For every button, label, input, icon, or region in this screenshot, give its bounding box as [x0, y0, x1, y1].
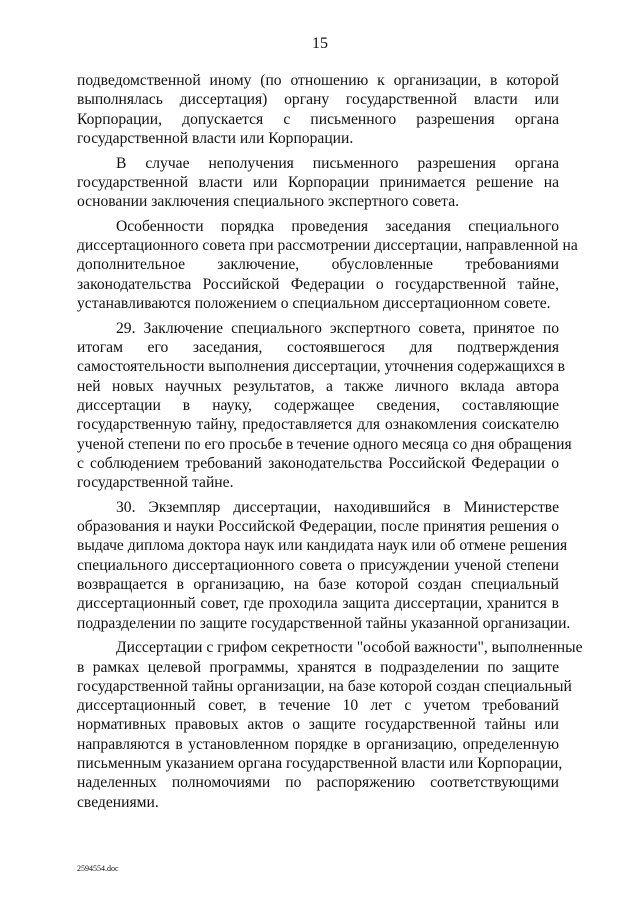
text-line: подведомственной иному (по отношению к организации, в которой [77, 72, 559, 89]
text-line: самостоятельности выполнения диссертации, уточнения содержащихся в [77, 358, 565, 376]
text-line: ней новых научных результатов, а также личного вклада автора [77, 377, 559, 395]
text-line: основании заключения специального экспертного совета. [77, 193, 460, 211]
text-line: наделенных полномочиями по распоряжению соответствующими [77, 774, 559, 792]
text-line: с соблюдением требований законодательства Российской Федерации о [77, 454, 559, 472]
text-line: государственной власти или Корпорации принимается решение на [77, 173, 559, 191]
text-line: Корпорации, допускается с письменного разрешения органа [77, 110, 559, 128]
paragraph [77, 638, 583, 812]
page-number: 15 [312, 35, 328, 52]
text-line: 30. Экземпляр диссертации, находившийся в Министерстве [116, 498, 559, 516]
text-line: письменным указанием органа государственной власти или Корпорации, [77, 755, 563, 773]
text-line: диссертации в науку, содержащее сведения, составляющие [77, 396, 559, 414]
text-line: Диссертации с грифом секретности "особой важности", выполненные [116, 639, 583, 657]
text-line: государственной тайны организации, на базе которой создан специальный [77, 677, 572, 695]
text-line: государственную тайну, предоставляется для ознакомления соискателю [77, 416, 559, 434]
text-line: Особенности порядка проведения заседания специального [116, 217, 559, 235]
paragraph [77, 498, 571, 633]
paragraph [77, 154, 559, 212]
text-line: выполнялась диссертация) органу государственной власти или [77, 91, 559, 109]
text-line: возвращается в организацию, на базе которой создан специальный [77, 575, 559, 593]
text-line: диссертационного совета при рассмотрении диссертации, направленной на [77, 237, 578, 255]
text-line: В случае неполучения письменного разрешения органа [116, 154, 559, 172]
paragraph [77, 319, 572, 493]
text-line: выдаче диплома доктора наук или кандидата наук или об отмене решения [77, 537, 568, 555]
text-line: направляются в установленном порядке в организацию, определенную [77, 735, 559, 753]
text-line: сведениями. [77, 793, 159, 811]
text-line: в рамках целевой программы, хранятся в подразделении по защите [77, 658, 559, 676]
file-name-footer: 2594554.doc [77, 864, 119, 873]
text-line: государственной тайне. [77, 474, 234, 492]
text-line: подразделении по защите государственной тайны указанной организации. [77, 614, 571, 632]
paragraph [77, 71, 559, 148]
text-line: законодательства Российской Федерации о государственной тайне, [77, 275, 559, 293]
paragraph [77, 217, 578, 313]
text-line: диссертационный совет, в течение 10 лет с учетом требований [77, 697, 559, 715]
text-line: ученой степени по его просьбе в течение одного месяца со дня обращения [77, 435, 572, 453]
text-line: диссертационный совет, где проходила защита диссертации, хранится в [77, 595, 559, 613]
text-line: дополнительное заключение, обусловленные требованиями [77, 256, 559, 274]
text-line: итогам его заседания, состоявшегося для подтверждения [77, 339, 559, 357]
text-line: специального диссертационного совета о присуждении ученой степени [77, 556, 559, 574]
text-line: 29. Заключение специального экспертного совета, принятое по [116, 319, 559, 337]
text-line: устанавливаются положением о специальном диссертационном совете. [77, 295, 551, 313]
text-line: образования и науки Российской Федерации, после принятия решения о [77, 518, 559, 536]
document-body [77, 71, 583, 817]
text-line: государственной власти или Корпорации. [77, 129, 354, 147]
text-line: нормативных правовых актов о защите государственной тайны или [77, 716, 559, 734]
